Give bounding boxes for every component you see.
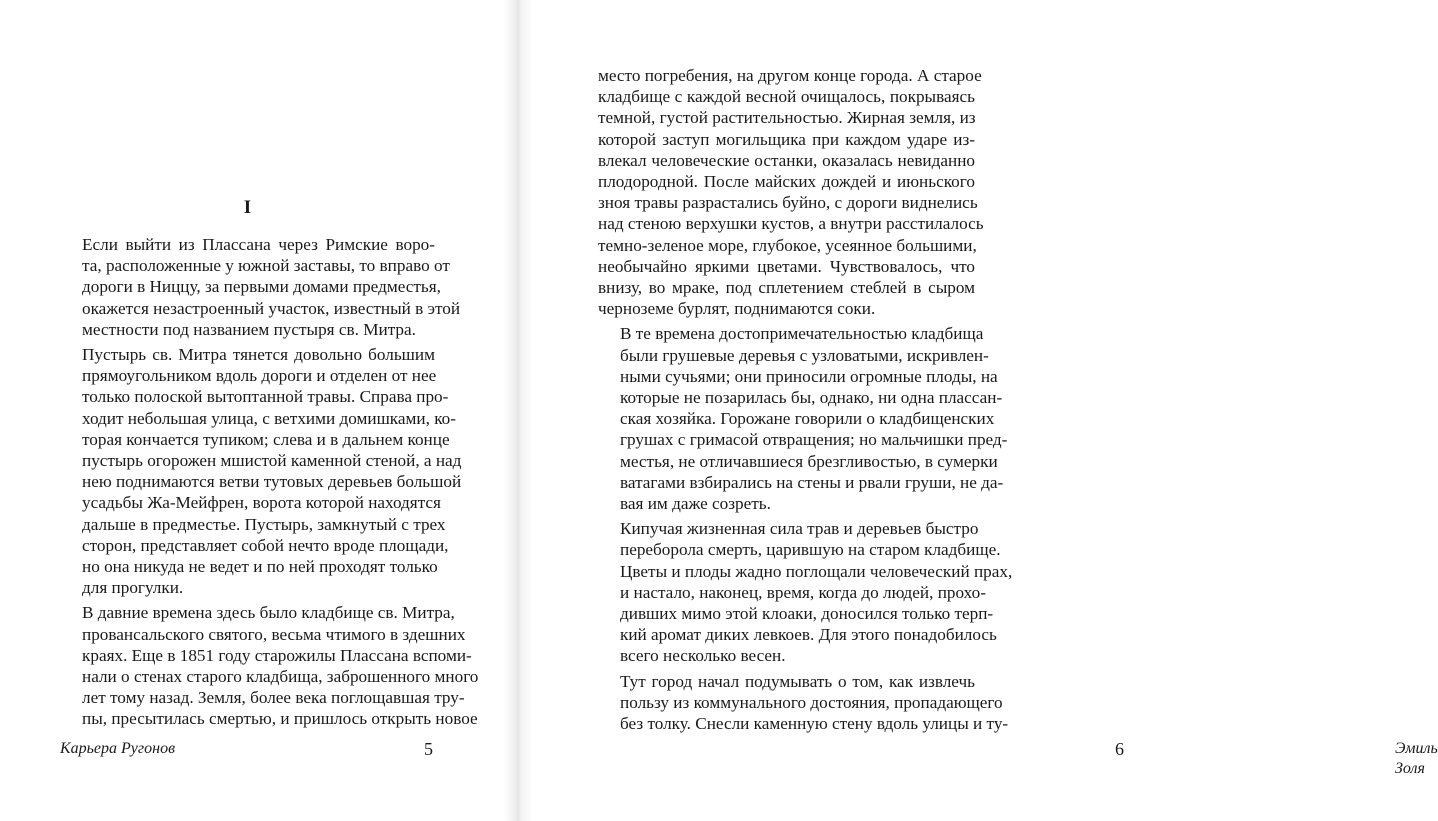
text-line: дороги в Ниццу, за первыми домами предместья, (82, 277, 441, 297)
text-line: ская хозяйка. Горожане говорили о кладбищенских (620, 409, 995, 429)
running-head-right: Эмиль Золя (1395, 740, 1438, 777)
text-line: нею поднимаются ветви тутовых деревьев большой (82, 472, 462, 492)
text-line: влекал человеческие останки, оказалась невиданно (598, 150, 975, 170)
text-line: Тут город начал подумывать о том, как извлечь (620, 671, 975, 691)
text-line: пы, пресытилась смертью, и пришлось открыть новое (82, 709, 478, 729)
text-line: торая кончается тупиком; слева и в дальнем конце (82, 429, 450, 449)
text-line: только полоской вытоптанной травы. Справа про- (82, 387, 449, 407)
text-line: Кипучая жизненная сила трав и деревьев быстро (620, 519, 979, 539)
text-line: и настало, наконец, время, когда до людей, прохо- (620, 582, 986, 602)
chapter-heading: I (243, 197, 252, 218)
text-line: ходит небольшая улица, с ветхими домишками, ко- (82, 408, 456, 428)
text-line: краях. Еще в 1851 году старожилы Плассана вспоми- (82, 645, 472, 665)
text-line: плодородной. После майских дождей и июньского (598, 172, 975, 192)
text-line: черноземе бурлят, поднимаются соки. (598, 299, 876, 319)
text-line: Пустырь св. Митра тянется довольно большим (82, 345, 435, 365)
text-line: которые не позарилась бы, однако, ни одна плассан- (620, 388, 1003, 408)
paragraph (60, 344, 462, 598)
page-number-right: 6 (1115, 739, 1124, 759)
text-line: пользу из коммунального достояния, пропадающего (620, 692, 1003, 712)
text-line: которой заступ могильщика при каждом ударе из- (598, 129, 975, 149)
text-line: темной, густой растительностью. Жирная земля, из (598, 108, 976, 128)
page-number-left: 5 (424, 739, 433, 759)
text-line: В те времена достопримечательностью кладбища (620, 324, 984, 344)
text-line: место погребения, на другом конце города. А старое (598, 66, 982, 85)
text-line: Цветы и плоды жадно поглощали человеческий прах, (620, 561, 1013, 581)
text-line: сторон, представляет собой нечто вроде площади, (82, 535, 449, 555)
text-line: усадьбы Жа-Мейфрен, ворота которой находятся (82, 493, 441, 513)
right-page-text (598, 65, 1013, 738)
text-line: кий аромат диких левкоев. Для этого понадобилось (620, 625, 997, 645)
text-line: нали о стенах старого кладбища, заброшенного много (82, 667, 479, 687)
text-line: та, расположенные у южной заставы, то вправо от (82, 256, 450, 276)
text-line: местья, не отличавшиеся брезгливостью, в сумерки (620, 451, 998, 471)
text-line: пустырь огорожен мшистой каменной стеной, а над (82, 451, 462, 471)
running-head-left: Карьера Ругонов (60, 740, 176, 757)
text-line: необычайно яркими цветами. Чувствовалось, что (598, 256, 975, 276)
text-line: дивших мимо этой клоаки, доносился только терп- (620, 604, 994, 624)
text-line: для прогулки. (82, 578, 184, 598)
text-line: лет тому назад. Земля, более века поглощавшая тру- (82, 688, 465, 708)
text-line: В давние времена здесь было кладбище св. Митра, (82, 603, 455, 623)
text-line: прямоугольником вдоль дороги и отделен от нее (82, 366, 437, 386)
paragraph (60, 234, 461, 340)
text-line: темно-зеленое море, глубокое, усеянное большими, (598, 235, 977, 255)
text-line: были грушевые деревья с узловатыми, искривлен- (620, 345, 989, 365)
text-line: местности под названием пустыря св. Митра. (82, 319, 416, 339)
left-page (0, 0, 517, 821)
text-line: но она никуда не ведет и по ней проходят только (82, 557, 438, 577)
text-line: кладбище с каждой весной очищалось, покрываясь (598, 87, 975, 107)
text-line: зноя травы разрастались буйно, с дороги виднелись (598, 193, 978, 213)
text-line: ватагами взбирались на стены и рвали груши, не да- (620, 472, 1004, 492)
text-line: провансальского святого, весьма чтимого в здешних (82, 624, 466, 644)
paragraph (598, 518, 1013, 666)
text-line: переборола смерть, царившую на старом кладбище. (620, 540, 1001, 560)
text-line: без толку. Снесли каменную стену вдоль улицы и ту- (620, 714, 1009, 734)
text-line: Если выйти из Плассана через Римские воро- (82, 235, 435, 254)
text-line: ными сучьями; они приносили огромные плоды, на (620, 366, 998, 386)
text-line: окажется незастроенный участок, известный в этой (82, 298, 461, 318)
left-page-text (60, 234, 479, 734)
paragraph (60, 602, 479, 729)
paragraph (598, 671, 1009, 735)
paragraph (598, 65, 984, 319)
text-line: всего несколько весен. (620, 646, 786, 666)
text-line: над стеною верхушки кустов, а внутри расстилалось (598, 214, 984, 234)
text-line: грушах с гримасой отвращения; но мальчишки пред- (620, 430, 1008, 450)
text-line: внизу, во мраке, под сплетением стеблей в сыром (598, 278, 975, 298)
text-line: вая им даже созреть. (620, 494, 771, 514)
paragraph (598, 323, 1008, 514)
text-line: дальше в предместье. Пустырь, замкнутый с трех (82, 514, 446, 534)
